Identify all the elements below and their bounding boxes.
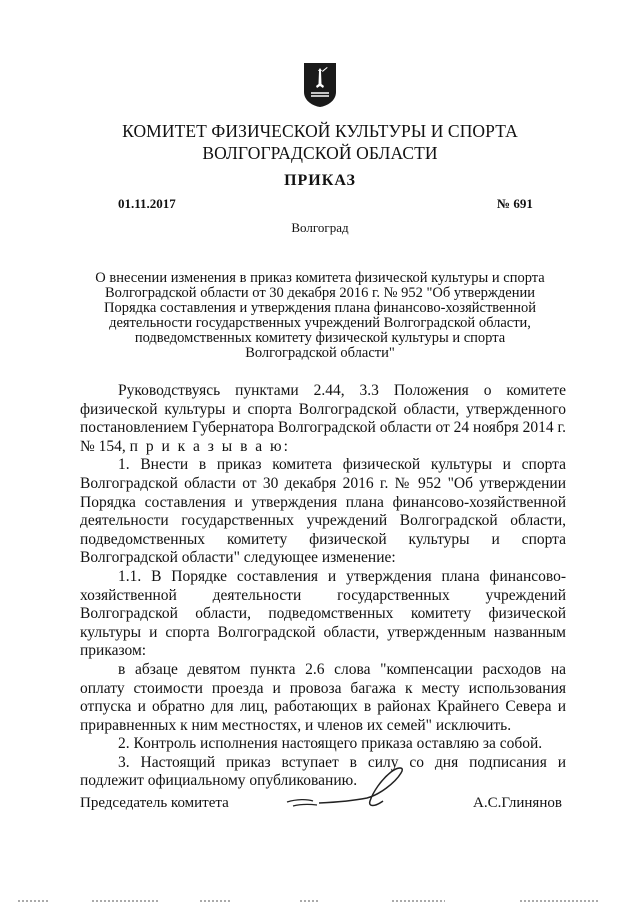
subject-line: О внесении изменения в приказ комитета физической культуры и спорта — [95, 270, 545, 286]
document-body — [80, 382, 566, 791]
signatory-title: Председатель комитета — [80, 795, 229, 811]
preamble-paragraph — [80, 382, 566, 456]
paragraph-2: 2. Контроль исполнения настоящего приказа оставляю за собой. — [118, 735, 543, 753]
document-subject — [80, 271, 560, 361]
subject-line: Волгоградской области" — [245, 345, 395, 361]
document-date: 01.11.2017 — [118, 196, 176, 211]
subject-line: деятельности государственных учреждений Волгоградской области, — [109, 315, 531, 331]
document-number: № 691 — [497, 196, 533, 211]
document-city: Волгоград — [291, 220, 349, 235]
paragraph-1-1-detail: в абзаце девятом пункта 2.6 слова "компенсации расходов на оплату стоимости проезда и провоза багажа к месту использования отпуска и обратно для лиц, работающих в районах Крайнего Севера и приравненных к ним местностях, и членов их семей" исключить. — [80, 660, 566, 734]
scan-edge-artifact — [0, 898, 640, 905]
signatory-name: А.С.Глинянов — [473, 795, 562, 811]
organization-name-line-2: ВОЛГОГРАДСКОЙ ОБЛАСТИ — [202, 143, 438, 163]
organization-name-line-1: КОМИТЕТ ФИЗИЧЕСКОЙ КУЛЬТУРЫ И СПОРТА — [122, 121, 518, 141]
order-word: п р и к а з ы в а ю: — [129, 437, 290, 455]
organization-name — [0, 120, 640, 164]
handwritten-signature — [283, 765, 418, 813]
paragraph-1: 1. Внести в приказ комитета физической культуры и спорта Волгоградской области от 30 декабря 2016 г. № 952 "Об утверждении Порядка составления и утверждения плана финансово-хозяйственной деятельности государственных учреждений Волгоградской области, подведомственных комитету физической культуры и спорта Волгоградской области" следующее изменение: — [80, 456, 566, 567]
document-type-title: ПРИКАЗ — [284, 172, 356, 189]
subject-line: подведомственных комитету физической культуры и спорта — [134, 330, 506, 346]
paragraph-1-1: 1.1. В Порядке составления и утверждения плана финансово-хозяйственной деятельности государственных учреждений Волгоградской области, подведомственных комитету физической культуры и спорта Волгоградской области, утвержденным названным приказом: — [80, 567, 566, 660]
paragraph-3: 3. Настоящий приказ вступает в силу со дня подписания и подлежит официальному опубликованию. — [80, 753, 566, 790]
subject-line: Порядка составления и утверждения плана финансово-хозяйственной — [103, 300, 537, 316]
coat-of-arms-emblem — [303, 62, 337, 108]
preamble-text: Руководствуясь пунктами 2.44, 3.3 Положения о комитете физической культуры и спорта Волгоградской области, утвержденного постановлением Губернатора Волгоградской области от 24 ноября 2014 г. № 154, — [80, 382, 566, 455]
subject-line: Волгоградской области от 30 декабря 2016 г. № 952 "Об утверждении — [105, 285, 535, 301]
